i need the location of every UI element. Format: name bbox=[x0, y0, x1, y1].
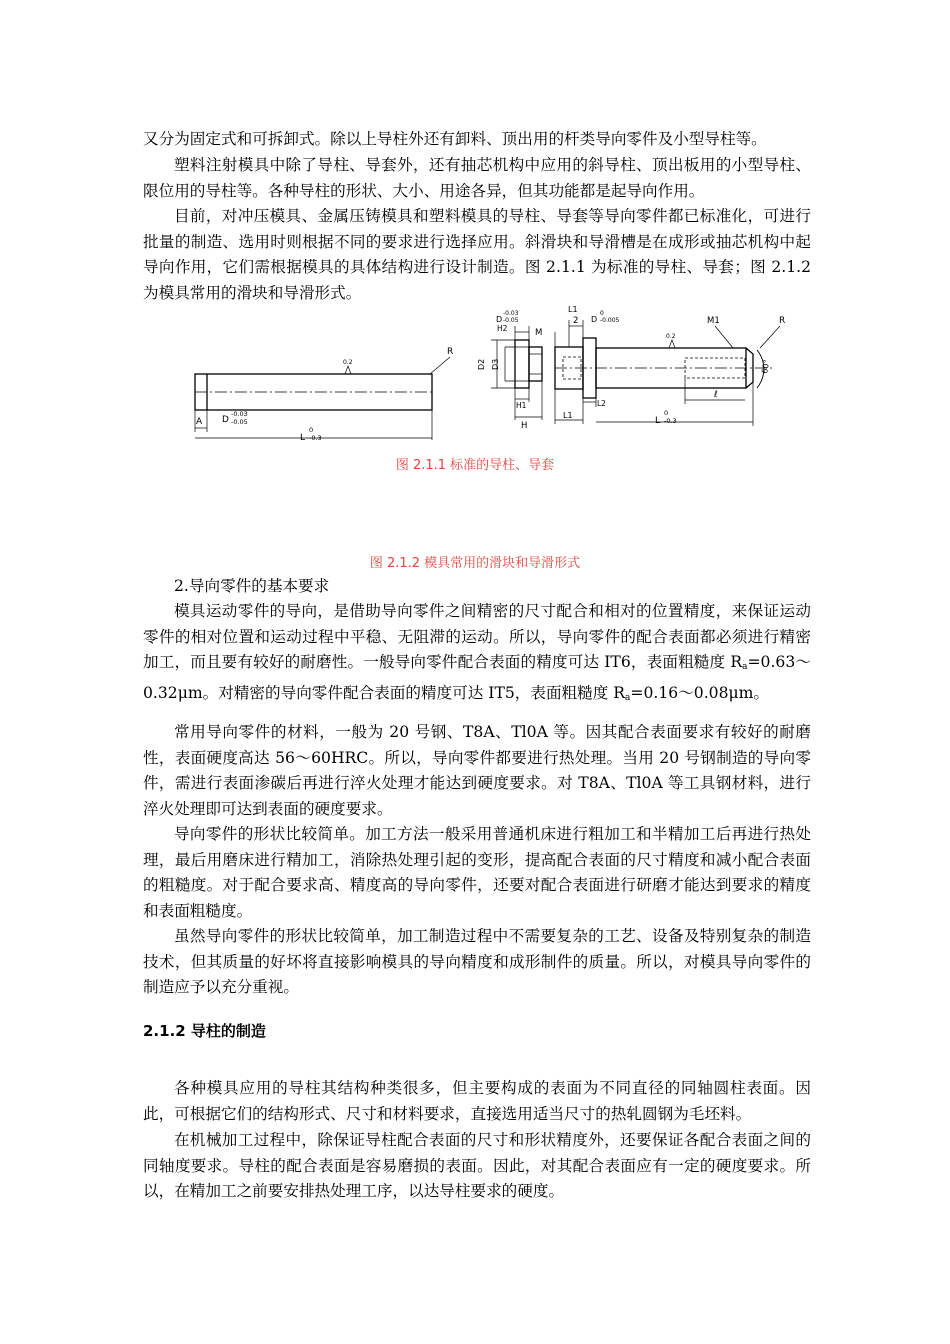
section-subheading: 2.导向零件的基本要求 bbox=[174, 577, 330, 595]
label-d-left: D bbox=[222, 415, 229, 425]
label-l-right-hi: 0 bbox=[664, 409, 669, 417]
paragraph-9: 各种模具应用的导柱其结构种类很多，但主要构成的表面为不同直径的同轴圆柱表面。因此，可根据它们的结构形式、尺寸和材料要求，直接选用适当尺寸的热轧圆钢为毛坯料。 bbox=[143, 1079, 811, 1123]
label-m1: M1 bbox=[707, 316, 720, 326]
label-d2: D2 bbox=[477, 358, 486, 370]
paragraph-6: 常用导向零件的材料，一般为 20 号钢、T8A、Tl0A 等。因其配合表面要求有较好的耐磨性，表面硬度高达 56～60HRC。所以，导向零件都要进行热处理。当用 20 号钢制造的导向零件，需进行表面渗碳后再进行淬火处理才能达到硬度要求。对 T8A、Tl0A 等工具钢材料，进行淬火处理即可达到表面的硬度要求。 bbox=[143, 723, 811, 818]
paragraph-1: 又分为固定式和可拆卸式。除以上导柱外还有卸料、顶出用的杆类导向零件及小型导柱等。 bbox=[143, 130, 767, 148]
label-l-right-lo: -0.3 bbox=[664, 417, 677, 425]
paragraph-5-part-b: =0.63～0.32μm。对精密的导向零件配合表面的精度可达 IT5，表面粗糙度 R bbox=[143, 653, 812, 702]
paragraph-7: 导向零件的形状比较简单。加工方法一般采用普通机床进行粗加工和半精加工后再进行热处理，最后用磨床进行精加工，消除热处理引起的变形，提高配合表面的尺寸精度和减小配合表面的粗糙度。对于配合要求高、精度高的导向零件，还要对配合表面进行研磨才能达到要求的精度和表面粗糙度。 bbox=[143, 825, 811, 920]
section-heading: 2.1.2 导柱的制造 bbox=[143, 1022, 266, 1040]
paragraph-8: 虽然导向零件的形状比较简单，加工制造过程中不需要复杂的工艺、设备及特别复杂的制造技术，但其质量的好坏将直接影响模具的导向精度和成形制件的质量。所以，对模具导向零件的制造应予以充分重视。 bbox=[143, 927, 811, 997]
ra-subscript-1: a bbox=[742, 662, 748, 673]
label-r-left: R bbox=[447, 347, 454, 357]
label-l1-bottom: L1 bbox=[563, 411, 573, 420]
paragraph-3: 目前，对冲压模具、金属压铸模具和塑料模具的导柱、导套等导向零件都已标准化，可进行批量的制造、选用时则根据不同的要求进行选择应用。斜滑块和导滑槽是在成形或抽芯机构中起导向作用，它们需根据模具的具体结构进行设计制造。图 2.1.1 为标准的导柱、导套；图 2.1.2 为模具常用的滑块和导滑形式。 bbox=[143, 207, 811, 302]
label-l-left-lo: -0.3 bbox=[309, 434, 322, 442]
label-l-right: L bbox=[655, 416, 661, 426]
label-rough-left: 0.2 bbox=[343, 359, 353, 366]
guide-pillar-drawing bbox=[185, 302, 805, 447]
paragraph-2: 塑料注射模具中除了导柱、导套外，还有抽芯机构中应用的斜导柱、顶出板用的小型导柱、限位用的导柱等。各种导柱的形状、大小、用途各异，但其功能都是起导向作用。 bbox=[143, 156, 811, 200]
label-d-right-b: D bbox=[591, 315, 598, 324]
label-r-right: R bbox=[779, 316, 786, 326]
figure-caption-2: 图 2.1.2 模具常用的滑块和导滑形式 bbox=[369, 556, 581, 571]
figure-caption-1: 图 2.1.1 标准的导柱、导套 bbox=[395, 458, 555, 473]
label-two: 2 bbox=[573, 316, 579, 326]
label-d-right-a-lo: -0.05 bbox=[503, 317, 519, 324]
label-l-left-hi: 0 bbox=[309, 426, 314, 434]
label-sixty: 60° bbox=[760, 358, 772, 375]
label-h1: H1 bbox=[516, 401, 527, 410]
ra-subscript-2: a bbox=[625, 692, 631, 703]
label-d3: D3 bbox=[491, 358, 500, 370]
paragraph-10: 在机械加工过程中，除保证导柱配合表面的尺寸和形状精度外，还要保证各配合表面之间的同轴度要求。导柱的配合表面是容易磨损的表面。因此，对其配合表面应有一定的硬度要求。所以，在精加工之前要安排热处理工序，以达导柱要求的硬度。 bbox=[143, 1131, 811, 1201]
label-h: H bbox=[521, 421, 528, 431]
label-l1-top: L1 bbox=[568, 305, 578, 314]
label-d-left-lo: -0.05 bbox=[231, 418, 248, 426]
label-l-left: L bbox=[300, 433, 306, 443]
label-d-left-hi: -0.03 bbox=[231, 410, 248, 418]
label-d-right-b-lo: -0.005 bbox=[600, 317, 620, 324]
label-m: M bbox=[535, 328, 543, 338]
label-a: A bbox=[196, 417, 203, 427]
paragraph-5 bbox=[143, 599, 811, 711]
label-d-right-a-hi: -0.03 bbox=[503, 310, 519, 317]
label-d-right-b-hi: 0 bbox=[600, 310, 604, 317]
paragraph-5-part-c: =0.16～0.08μm。 bbox=[630, 683, 770, 702]
label-h2: H2 bbox=[497, 324, 508, 333]
label-d-right-a: D bbox=[496, 315, 503, 324]
label-rough-right: 0.2 bbox=[666, 333, 676, 340]
guide-pillar-left bbox=[195, 357, 450, 440]
label-ell: ℓ bbox=[714, 390, 718, 400]
label-l2: L2 bbox=[597, 399, 606, 408]
paragraph-5-part-a: 模具运动零件的导向，是借助导向零件之间精密的尺寸配合和相对的位置精度，来保证运动零件的相对位置和运动过程中平稳、无阻滞的运动。所以，导向零件的配合表面都必须进行精密加工，而且要有较好的耐磨性。一般导向零件配合表面的精度可达 IT6，表面粗糙度 R bbox=[143, 602, 811, 672]
